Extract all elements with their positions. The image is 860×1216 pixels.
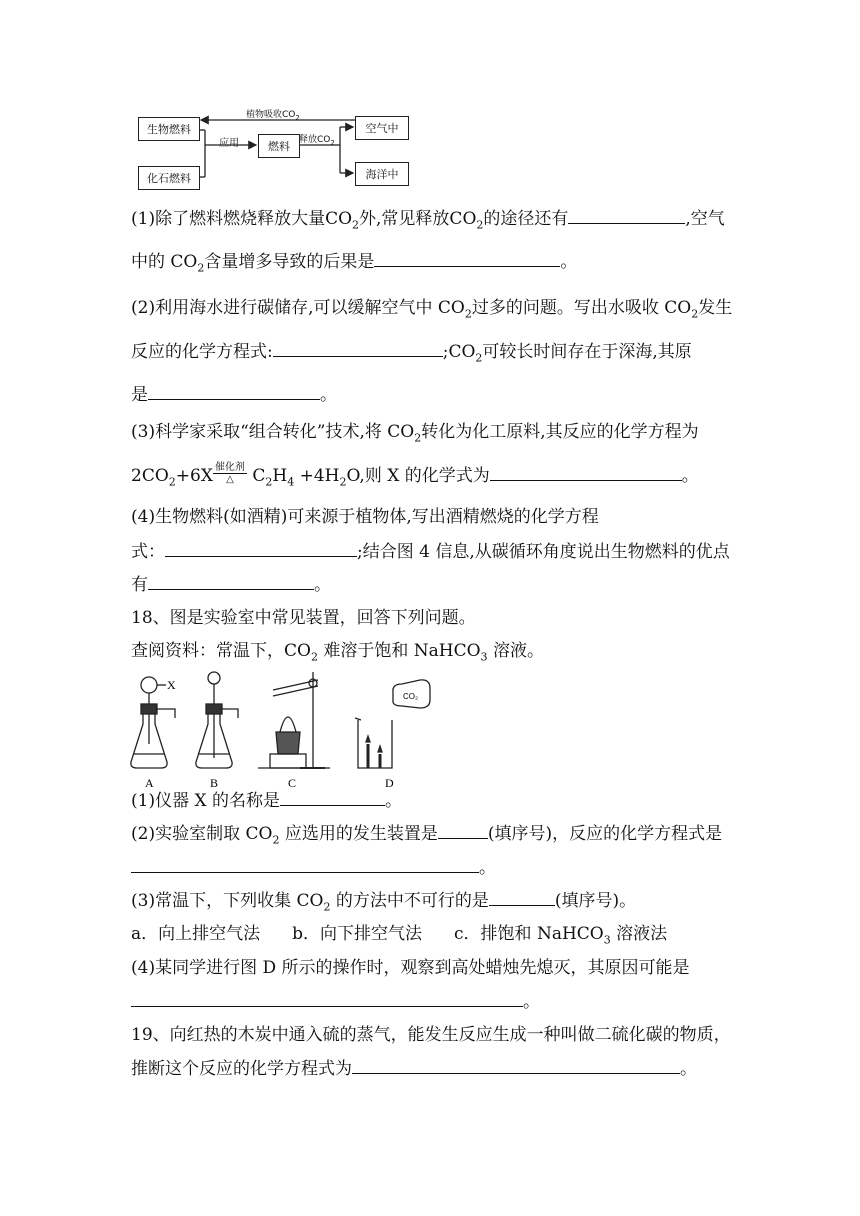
q18-p4: (4)某同学进行图 D 所示的操作时，观察到高处蜡烛先熄灭，其原因可能是 xyxy=(131,958,690,978)
q2-line2: 反应的化学方程式: $;CO_2$可较长时间存在于深海,其原 xyxy=(131,342,692,365)
label-release: 释放$CO_2$ xyxy=(299,135,335,147)
option-c: c．排饱和 NaHCO$_3$ 溶液法 xyxy=(454,924,668,947)
q18-options xyxy=(131,923,667,951)
box-fuel: 燃料 xyxy=(258,134,300,158)
q18-info: 查阅资料：常温下，$CO_2$ 难溶于饱和 NaHCO$_3$ 溶液。 xyxy=(131,641,544,664)
q3-blank[interactable] xyxy=(490,464,682,481)
box-fossil-fuel: 化石燃料 xyxy=(138,166,200,190)
label-x: X xyxy=(167,678,176,692)
q4-blank2[interactable] xyxy=(148,573,314,590)
q19-blank[interactable] xyxy=(352,1057,680,1074)
q18-blank4[interactable] xyxy=(489,889,555,906)
q18-p1: (1)仪器 X 的名称是 。 xyxy=(131,791,402,811)
q1-line2: 中的 $CO_2$含量增多导致的后果是 。 xyxy=(131,252,578,275)
q1-blank2[interactable] xyxy=(374,250,560,267)
label-d: D xyxy=(385,776,394,790)
option-a: a．向上排空气法 xyxy=(131,924,261,944)
diagram-arrows xyxy=(0,0,860,200)
label-co2: CO₂ xyxy=(403,692,419,701)
q19-line1: 19、向红热的木炭中通入硫的蒸气，能发生反应生成一种叫做二硫化碳的物质， xyxy=(131,1025,731,1045)
label-c: C xyxy=(288,776,297,790)
q4-line2: 式： ;结合图 4 信息,从碳循环角度说出生物燃料的优点 xyxy=(131,542,730,562)
q18-blank5[interactable] xyxy=(131,990,523,1007)
apparatus-figure xyxy=(0,662,860,792)
label-plant-absorb: 植物吸收$CO_2$ xyxy=(246,110,300,122)
box-air: 空气中 xyxy=(355,116,409,140)
q18-p2-eq: 。 xyxy=(131,856,496,879)
q1-line1: (1)除了燃料燃烧释放大量$CO_2$外,常见释放$CO_2$的途径还有 ,空气 xyxy=(131,209,725,232)
q18-blank1[interactable] xyxy=(280,789,385,806)
q2-line3: 是 。 xyxy=(131,385,337,405)
q3-line1: (3)科学家采取“组合转化”技术,将 $CO_2$转化为化工原料,其反应的化学方程为 xyxy=(131,422,699,445)
label-b: B xyxy=(210,776,219,790)
q19-line2: 推断这个反应的化学方程式为 。 xyxy=(131,1059,697,1079)
q4-blank1[interactable] xyxy=(165,540,357,557)
q2-line1: (2)利用海水进行碳储存,可以缓解空气中 $CO_2$过多的问题。写出水吸收 $CO_2$发生 xyxy=(131,298,733,321)
q2-blank2[interactable] xyxy=(148,383,320,400)
q18-title: 18、图是实验室中常见装置，回答下列问题。 xyxy=(131,608,476,628)
box-ocean: 海洋中 xyxy=(355,162,409,186)
q4-line3: 有 。 xyxy=(131,575,331,595)
q18-p3: (3)常温下，下列收集 $CO_2$ 的方法中不可行的是 (填序号)。 xyxy=(131,891,637,914)
q3-line2: $2CO_2+6X$ $\frac{\text{催化剂}}{\triangle}$ $C_2H_4 +4H_2O$,则 X 的化学式为 。 xyxy=(131,462,699,489)
q2-blank1[interactable] xyxy=(273,340,443,357)
q18-blank3[interactable] xyxy=(131,856,479,873)
q18-p2: (2)实验室制取 $CO_2$ 应选用的发生装置是 (填序号)，反应的化学方程式是 xyxy=(131,824,723,847)
q4-line1: (4)生物燃料(如酒精)可来源于植物体,写出酒精燃烧的化学方程 xyxy=(131,507,599,527)
box-biofuel: 生物燃料 xyxy=(138,117,200,141)
catalyst-arrow: $\frac{\text{催化剂}}{\triangle}$ xyxy=(214,462,245,485)
option-b: b．向下排空气法 xyxy=(292,924,423,944)
q18-p4-ans: 。 xyxy=(131,990,540,1013)
label-a: A xyxy=(145,776,154,790)
q18-blank2[interactable] xyxy=(438,822,488,839)
label-apply: 应用 xyxy=(219,138,239,149)
q1-blank1[interactable] xyxy=(568,207,685,224)
